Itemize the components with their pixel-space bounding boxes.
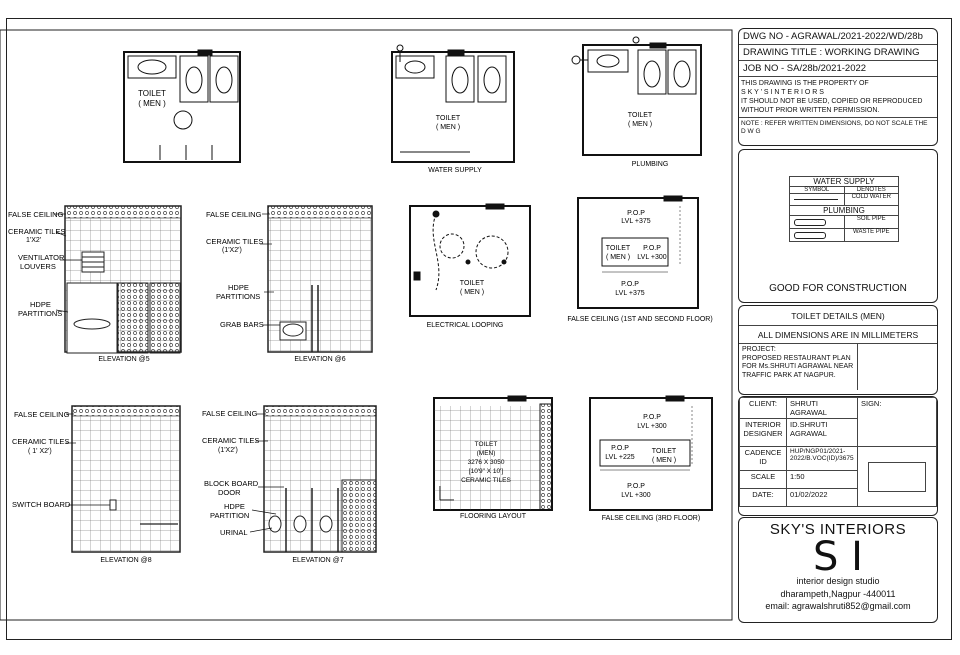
fc1-pop-mid: P.O.P	[643, 245, 661, 252]
elevation-7-caption: ELEVATION @7	[292, 557, 344, 564]
cadence-value: HUP/NGP01/2021-2022/B.VOC(ID)/3675	[787, 447, 858, 471]
property-line-4: WITHOUT PRIOR WRITTEN PERMISSION.	[741, 107, 880, 114]
elev8-switch-board-label: SWITCH BOARD	[12, 500, 71, 509]
elevation-7-drawing	[264, 406, 376, 552]
dwg-number: DWG NO - AGRAWAL/2021-2022/WD/28b	[739, 29, 937, 45]
project-line-3: TRAFFIC PARK AT NAGPUR.	[742, 371, 836, 379]
legend-soil-pipe: SOIL PIPE	[856, 216, 886, 222]
flooring-layout-caption: FLOORING LAYOUT	[460, 513, 526, 520]
water-plan-toilet-label: TOILET	[435, 115, 461, 122]
client-row	[740, 398, 937, 419]
elev8-ceramic-tiles-label: CERAMIC TILES	[12, 437, 70, 446]
fc1-lvl-top: LVL +375	[621, 218, 651, 225]
fc1-pop-top: P.O.P	[627, 210, 645, 217]
legend-cold-water-row	[789, 194, 899, 206]
fc3-lvl-bottom: LVL +300	[621, 492, 651, 499]
plumbing-plan-toilet-label: TOILET	[627, 112, 653, 119]
elev7-block-board-label: BLOCK BOARD	[204, 479, 259, 488]
water-supply-caption: WATER SUPPLY	[428, 167, 482, 174]
soil-pipe-symbol-icon	[790, 216, 845, 228]
legend-cold-water: COLD WATER	[851, 194, 891, 200]
elevation-8-caption: ELEVATION @8	[100, 557, 152, 564]
client-table	[739, 397, 937, 507]
legend-symbol-header: SYMBOL	[790, 187, 845, 193]
floor-toilet-label: TOILET	[474, 441, 498, 448]
legend-header-row	[789, 187, 899, 194]
floor-dimensions-mm: 3276 X 3050	[467, 459, 505, 466]
project-line-2: FOR Ms.SHRUTI AGRAWAL NEAR	[742, 363, 854, 370]
designer-value: ID.SHRUTI AGRAWAL	[787, 419, 858, 447]
false-ceiling-3rd-caption: FALSE CEILING (3RD FLOOR)	[601, 515, 701, 522]
stamp-cell	[858, 447, 937, 507]
elev5-ceramic-tiles-label: CERAMIC TILES	[8, 227, 66, 236]
cadence-label: CADENCE ID	[740, 447, 787, 471]
plumbing-plan	[572, 37, 701, 155]
elec-men-label: ( MEN )	[459, 289, 485, 296]
elev5-tile-size-label: 1'X2'	[26, 237, 42, 244]
floor-ceramic-tiles-label: CERAMIC TILES	[461, 477, 511, 484]
project-label: PROJECT:	[742, 346, 776, 353]
elev6-hdpe-label: HDPE	[228, 283, 249, 292]
elev7-false-ceiling-label: FALSE CEILING	[202, 409, 258, 418]
studio-tagline: interior design studio	[796, 576, 880, 586]
drawing-title: DRAWING TITLE : WORKING DRAWING	[739, 45, 937, 61]
legend-waste-pipe-row	[789, 229, 899, 242]
property-line-3: IT SHOULD NOT BE USED, COPIED OR REPRODUCED	[741, 98, 923, 105]
date-value: 01/02/2022	[787, 489, 858, 507]
fc1-lvl-bottom: LVL +375	[615, 290, 645, 297]
elevation-8-drawing	[72, 406, 180, 552]
studio-logo: S I	[813, 534, 863, 580]
fc3-pop-left: P.O.P	[611, 445, 629, 452]
fc3-toilet-label: TOILET	[651, 448, 677, 455]
client-label: CLIENT:	[740, 398, 787, 419]
date-label: DATE:	[740, 489, 787, 507]
elev6-partitions-label: PARTITIONS	[216, 292, 261, 301]
elev7-partition-label: PARTITION	[210, 511, 250, 520]
legend-plumbing-title: PLUMBING	[789, 206, 899, 216]
scale-label: SCALE	[740, 471, 787, 489]
fc3-lvl-left: LVL +225	[605, 454, 635, 461]
fc3-men-label: ( MEN )	[651, 457, 677, 464]
legend-water-supply-title: WATER SUPPLY	[789, 176, 899, 187]
elev6-ceramic-tiles-label: CERAMIC TILES	[206, 237, 264, 246]
elev7-door-label: DOOR	[218, 488, 241, 497]
designer-label: INTERIOR DESIGNER	[740, 419, 787, 447]
dimensions-note: ALL DIMENSIONS ARE IN MILLIMETERS	[739, 326, 937, 344]
elev8-tile-size-label: ( 1' X2')	[28, 448, 52, 455]
stamp-box	[868, 462, 926, 492]
floor-men-label: (MEN)	[476, 450, 496, 457]
electrical-looping-caption: ELECTRICAL LOOPING	[426, 322, 504, 329]
legend-panel	[738, 149, 938, 303]
toilet-details-title: TOILET DETAILS (MEN)	[739, 306, 937, 326]
elevation-5-drawing	[65, 206, 181, 353]
fc1-pop-bottom: P.O.P	[621, 281, 639, 288]
elevation-5-caption: ELEVATION @5	[98, 356, 150, 363]
scale-note-line-2: D W G	[741, 128, 761, 135]
elev7-tile-size-label: (1'X2')	[218, 447, 238, 454]
floor-dimensions-ft: [10'9" X 10']	[468, 468, 504, 475]
elev7-ceramic-tiles-label: CERAMIC TILES	[202, 436, 260, 445]
fc3-pop-bottom: P.O.P	[627, 483, 645, 490]
cold-water-symbol-icon	[790, 194, 845, 205]
scale-value: 1:50	[787, 471, 858, 489]
project-line-1: PROPOSED RESTAURANT PLAN	[742, 354, 851, 362]
elev7-urinal-label: URINAL	[220, 528, 248, 537]
construction-status: GOOD FOR CONSTRUCTION	[769, 283, 907, 294]
elev5-false-ceiling-label: FALSE CEILING	[8, 210, 64, 219]
sign-cell	[858, 398, 937, 447]
fc3-lvl-top: LVL +300	[637, 423, 667, 430]
elevation-6-caption: ELEVATION @6	[294, 356, 346, 363]
elev6-grab-bars-label: GRAB BARS	[220, 320, 264, 329]
studio-panel	[738, 517, 938, 623]
sign-label: SIGN:	[861, 399, 882, 408]
fc1-lvl-mid: LVL +300	[637, 254, 667, 261]
false-ceiling-1st-2nd-caption: FALSE CEILING (1ST AND SECOND FLOOR)	[567, 316, 713, 323]
electrical-looping-plan	[410, 204, 530, 316]
elev7-hdpe-label: HDPE	[224, 502, 245, 511]
fc1-toilet-label: TOILET	[605, 245, 631, 252]
elevation-6-drawing	[268, 206, 372, 352]
elev6-false-ceiling-label: FALSE CEILING	[206, 210, 262, 219]
title-block-header	[738, 28, 938, 146]
studio-name: SKY'S INTERIORS	[769, 521, 907, 538]
elev5-partitions-label: PARTITIONS	[18, 309, 63, 318]
job-number: JOB NO - SA/28b/2021-2022	[739, 61, 937, 77]
property-line-1: THIS DRAWING IS THE PROPERTY OF	[741, 80, 869, 87]
elev5-hdpe-label: HDPE	[30, 300, 51, 309]
legend-waste-pipe: WASTE PIPE	[853, 229, 890, 235]
elec-toilet-label: TOILET	[459, 280, 485, 287]
elev5-louvers-label: LOUVERS	[20, 262, 56, 271]
studio-address: dharampeth,Nagpur -440011	[780, 589, 896, 599]
plan-men-label: ( MEN )	[138, 99, 166, 108]
elev8-false-ceiling-label: FALSE CEILING	[14, 410, 70, 419]
scale-note-line-1: NOTE : REFER WRITTEN DIMENSIONS, DO NOT SCALE THE	[741, 120, 928, 127]
fc3-pop-top: P.O.P	[643, 414, 661, 421]
client-value: SHRUTI AGRAWAL	[787, 398, 858, 419]
client-panel	[738, 396, 938, 516]
property-line-2: S K Y ' S I N T E R I O R S	[741, 89, 824, 96]
water-plan-men-label: ( MEN )	[435, 124, 461, 131]
cadence-row	[740, 447, 937, 471]
fc1-men-label: ( MEN )	[605, 254, 631, 261]
property-notice	[739, 77, 937, 118]
waste-pipe-symbol-icon	[790, 229, 845, 241]
legend-soil-pipe-row	[789, 216, 899, 229]
elev6-tile-size-label: (1'X2')	[222, 247, 242, 254]
studio-email: email: agrawalshruti852@gmail.com	[765, 601, 911, 611]
plan-toilet-label: TOILET	[138, 89, 166, 98]
elev5-ventilator-label: VENTILATOR	[18, 253, 65, 262]
legend-table	[789, 176, 899, 242]
water-supply-plan	[392, 45, 514, 162]
plumbing-caption: PLUMBING	[631, 161, 669, 168]
project-description	[739, 344, 858, 390]
legend-denotes-header: DENOTES	[856, 187, 886, 193]
scale-note	[739, 118, 937, 138]
project-panel	[738, 305, 938, 395]
plumbing-plan-men-label: ( MEN )	[627, 121, 653, 128]
